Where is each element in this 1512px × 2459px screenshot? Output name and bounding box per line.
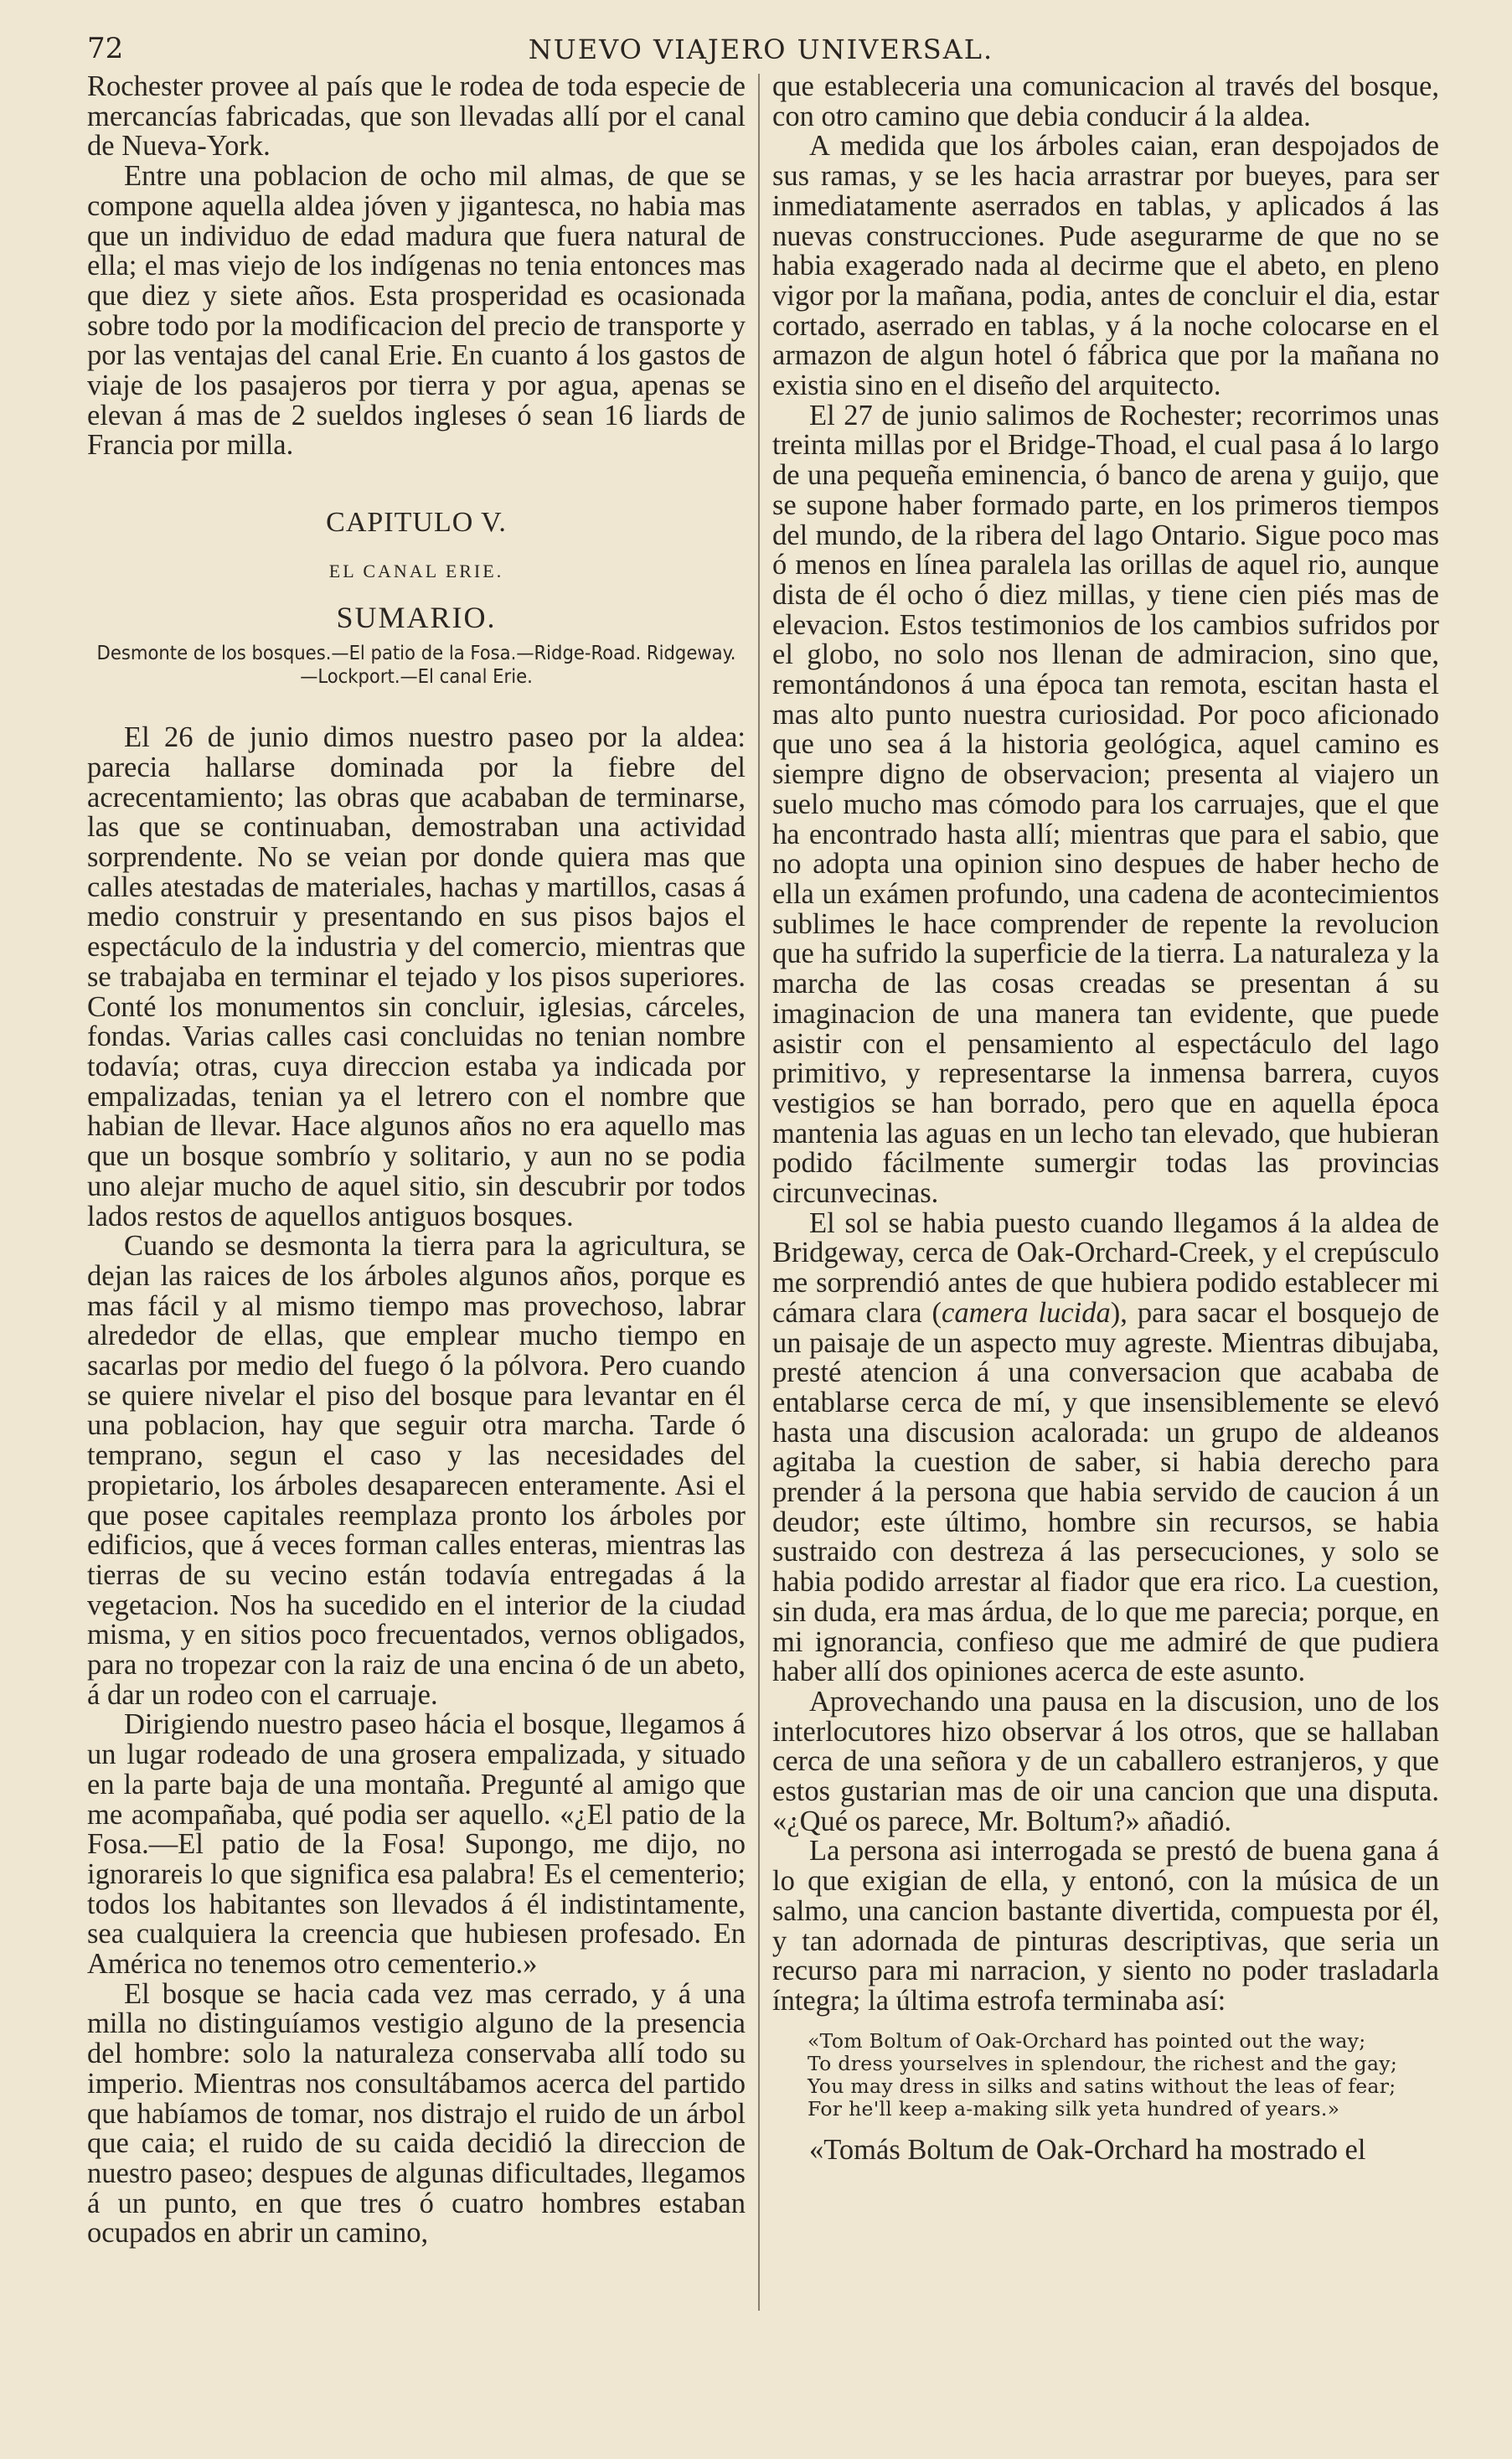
paragraph: que estableceria una comunicacion al través del bosque, con otro camino que debia conducir á la aldea. — [772, 72, 1439, 132]
verse-line: «Tom Boltum of Oak-Orchard has pointed out the way; — [808, 2028, 1366, 2053]
paragraph: Aprovechando una pausa en la discusion, uno de los interlocutores hizo observar á los otros, que se hallaban cerca de una señora y de un caballero estranjeros, y que estos gustarian mas de oir una cancion que una disputa. «¿Qué os parece, Mr. Boltum?» añadió. — [772, 1685, 1439, 1837]
paragraph: El 26 de junio dimos nuestro paseo por la aldea: parecia hallarse dominada por la fiebre del acrecentamiento; las obras que acababan de terminarse, las que se continuaban, demostraban una actividad sorprendente. No se veian por donde quiera mas que calles atestadas de materiales, hachas y martillos, casas á medio construir y presentando en sus pisos bajos el espectáculo de la industria y del comercio, mientras que se trabajaba en terminar el tejado y los pisos superiores. Conté los monumentos sin concluir, iglesias, cárceles, fondas. Varias calles casi concluidas no tenian nombre todavía; otras, cuya direccion estaba ya indicada por empalizadas, tenian ya el letrero con el nombre que habian de llevar. Hace algunos años no era aquello mas que un bosque sombrío y solitario, y aun no se podia uno alejar mucho de aquel sitio, sin descubrir por todos lados restos de aquellos antiguos bosques. — [87, 721, 746, 1232]
paragraph: Rochester provee al país que le rodea de toda especie de mercancías fabricadas, que son llevadas allí por el canal de Nueva-York. — [87, 72, 746, 163]
paragraph — [772, 1206, 1439, 1688]
page-number: 72 — [87, 32, 124, 65]
paragraph: «Tomás Boltum de Oak-Orchard ha mostrado el — [809, 2133, 1366, 2166]
right-column — [772, 72, 1439, 2425]
paragraph: El bosque se hacia cada vez mas cerrado, y á una milla no distinguíamos vestigio alguno de la presencia del hombre: solo la naturaleza conservaba allí todo su imperio. Mientras nos consultábamos acerca del partido que habíamos de tomar, nos distrajo el ruido de un árbol que caia; el ruido de su caida decidió la direccion de nuestro paseo; despues de algunas dificultades, llegamos á un punto, en que tres ó cuatro hombres estaban ocupados en abrir un camino, — [87, 1977, 746, 2250]
running-title: NUEVO VIAJERO UNIVERSAL. — [528, 34, 994, 65]
paragraph: La persona asi interrogada se prestó de buena gana á lo que exigian de ella, y entonó, con la música de un salmo, una cancion bastante divertida, compuesta por él, y tan adornada de pinturas descriptivas, que seria un recurso para mi narracion, y siento no poder trasladarla íntegra; la última estrofa terminaba así: — [772, 1835, 1439, 2017]
summary-title: SUMARIO. — [336, 600, 497, 634]
paragraph: El 27 de junio salimos de Rochester; recorrimos unas treinta millas por el Bridge-Thoad, el cual pasa á lo largo de una pequeña eminencia, ó banco de arena y guijo, que se supone haber formado parte, en los primeros tiempos del mundo, de la ribera del lago Ontario. Sigue poco mas ó menos en línea paralela las orillas de aquel rio, aunque dista de él ocho ó diez millas, y tiene cien piés mas de elevacion. Estos testimonios de los cambios sufridos por el globo, no solo nos llenan de admiracion, sino que, remontándonos á una época tan remota, escitan hasta el mas alto punto nuestra curiosidad. Por poco aficionado que uno sea á la historia geológica, aquel camino es siempre digno de observacion; presenta al viajero un suelo mucho mas cómodo para los carruajes, que el que ha encontrado hasta allí; mientras que para el sabio, que no adopta una opinion sino despues de haber hecho de ella un exámen profundo, una cadena de acontecimientos sublimes le hace comprender de repente la revolucion que ha sufrido la superficie de la tierra. La naturaleza y la marcha de las cosas creadas se presentan á su imaginacion de una manera tan evidente, que puede asistir con el pensamiento al espectáculo del lago primitivo, y representarse la inmensa barrera, cuyos vestigios se han borrado, pero que en aquella época mantenia las aguas en un lecho tan elevado, que hubieran podido fácilmente sumergir todas las provincias circunvecinas. — [772, 399, 1439, 1210]
italic-term: camera lucida — [942, 1296, 1111, 1329]
verse-line: For he'll keep a-making silk yeta hundred of years.» — [808, 2096, 1340, 2121]
chapter-title: CAPITULO V. — [326, 507, 507, 539]
paragraph: A medida que los árboles caian, eran despojados de sus ramas, y se les hacia arrastrar por bueyes, para ser inmediatamente aserrados en tablas, y aplicados á las nuevas construcciones. Pude asegurarme de que no se habia exagerado nada al decirme que el abeto, en pleno vigor por la mañana, podia, antes de concluir el dia, estar cortado, aserrado en tablas, y á la noche colocarse en el armazon de algun hotel ó fábrica que por la mañana no existia sino en el diseño del arquitecto. — [772, 130, 1439, 402]
paragraph-text: El sol se habia puesto cuando llegamos á la aldea de Bridgeway, cerca de Oak-Orchard-Creek, y el crepúsculo me sorprendió antes de que hubiera podido establecer mi cámara clara ( — [772, 1206, 1439, 1329]
song-verse — [772, 2030, 1439, 2121]
paragraph-text: ), para sacar el bosquejo de un paisaje de un aspecto muy agreste. Mientras dibujaba, presté atencion á una conversacion que acababa de entablarse cerca de mí, y que insensiblemente se elevó hasta una discusion acalorada: un grupo de aldeanos agitaba la cuestion de saber, si habia derecho para prender á la persona que habia servido de caucion á un deudor; este último, hombre sin recursos, se habia sustraido con destreza á las persecuciones, y solo se habia podido arrestar al fiador que era rico. La cuestion, sin duda, era mas árdua, de lo que me parecia; porque, en mi ignorancia, confieso que me admiré de que pudiera haber allí dos opiniones acerca de este asunto. — [772, 1296, 1439, 1688]
paragraph: Dirigiendo nuestro paseo hácia el bosque, llegamos á un lugar rodeado de una grosera empalizada, y situado en la parte baja de una montaña. Pregunté al amigo que me acompañaba, qué podia ser aquello. «¿El patio de la Fosa.—El patio de la Fosa! Supongo, me dijo, no ignorareis lo que significa esa palabra! Es el cementerio; todos los habitantes son llevados á él indistintamente, sea cualquiera la creencia que hubiesen profesado. En América no tenemos otro cementerio.» — [87, 1708, 746, 1981]
verse-line: You may dress in silks and satins without the leas of fear; — [808, 2074, 1396, 2098]
chapter-subtitle: EL CANAL ERIE. — [328, 560, 504, 581]
column-divider — [758, 74, 760, 2311]
left-column — [87, 72, 746, 2425]
summary-text: Desmonte de los bosques.—El patio de la Fosa.—Ridge-Road. Ridgeway.—Lockport.—El canal Erie. — [96, 641, 736, 689]
paragraph: Cuando se desmonta la tierra para la agricultura, se dejan las raices de los árboles algunos años, porque es mas fácil y al mismo tiempo mas provechoso, labrar alrededor de ellas, que emplear mucho tiempo en sacarlas por medio del fuego ó la pólvora. Pero cuando se quiere nivelar el piso del bosque para levantar en él una poblacion, hay que seguir otra marcha. Tarde ó temprano, segun el caso y las necesidades del propietario, los árboles desaparecen enteramente. Asi el que posee capitales reemplaza pronto los árboles por edificios, que á veces forman calles enteras, mientras las tierras de su vecino están todavía entregadas á la vegetacion. Nos ha sucedido en el interior de la ciudad misma, y en sitios poco frecuentados, vernos obligados, para no tropezar con la raiz de una encina ó de un abeto, á dar un rodeo con el carruaje. — [87, 1230, 746, 1711]
paragraph: Entre una poblacion de ocho mil almas, de que se compone aquella aldea jóven y jigantesca, no habia mas que un individuo de edad madura que fuera natural de ella; el mas viejo de los indígenas no tenia entonces mas que diez y siete años. Esta prosperidad es ocasionada sobre todo por la modificacion del precio de transporte y por las ventajas del canal Erie. En cuanto á los gastos de viaje de los pasajeros por tierra y por agua, apenas se elevan á mas de 2 sueldos ingleses ó sean 16 liards de Francia por milla. — [87, 160, 746, 462]
verse-line: To dress yourselves in splendour, the richest and the gay; — [808, 2051, 1398, 2075]
page-header — [87, 32, 1435, 69]
